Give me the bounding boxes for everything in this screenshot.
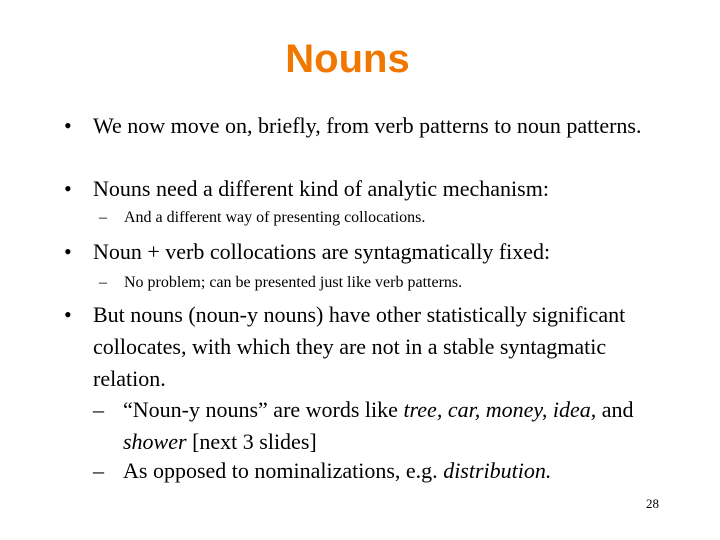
sub-bullet-text-mid: and (596, 397, 634, 422)
sub-bullet-item (93, 455, 683, 487)
sub-bullet-text: No problem; can be presented just like verb patterns. (124, 274, 463, 291)
bullet-mark: • (64, 113, 72, 138)
sub-bullet-text (123, 394, 683, 458)
bullet-mark: • (64, 239, 72, 264)
bullet-text: But nouns (noun-y nouns) have other statistically significant collocates, with which they are not in a stable syntagmatic relation. (93, 302, 626, 391)
bullet-mark: • (64, 302, 72, 327)
bullet-text: Noun + verb collocations are syntagmatically fixed: (93, 239, 551, 264)
bullet-item (64, 110, 654, 142)
bullet-mark: • (64, 176, 72, 201)
bullet-text: We now move on, briefly, from verb patterns to noun patterns. (93, 113, 642, 138)
sub-bullet-text (123, 455, 683, 487)
dash-mark: – (99, 274, 107, 291)
page-number: 28 (646, 496, 659, 511)
sub-bullet-item (99, 272, 639, 294)
example-nouns: tree, car, money, idea, (403, 397, 597, 422)
dash-mark: – (93, 458, 104, 483)
slide-title: Nouns (285, 37, 410, 81)
sub-bullet-text-pre: “Noun-y nouns” are words like (123, 397, 404, 422)
example-nominalization: distribution. (443, 458, 552, 483)
bullet-item (64, 236, 654, 268)
dash-mark: – (93, 397, 104, 422)
sub-bullet-text-pre: As opposed to nominalizations, e.g. (123, 458, 444, 483)
bullet-text: Nouns need a different kind of analytic mechanism: (93, 176, 549, 201)
bullet-item (64, 299, 654, 395)
example-noun-shower: shower (123, 429, 187, 454)
sub-bullet-text: And a different way of presenting collocations. (124, 209, 426, 226)
sub-bullet-text-post: [next 3 slides] (186, 429, 317, 454)
sub-bullet-item (99, 207, 639, 229)
bullet-item (64, 173, 654, 205)
dash-mark: – (99, 209, 107, 226)
sub-bullet-item (93, 394, 683, 458)
